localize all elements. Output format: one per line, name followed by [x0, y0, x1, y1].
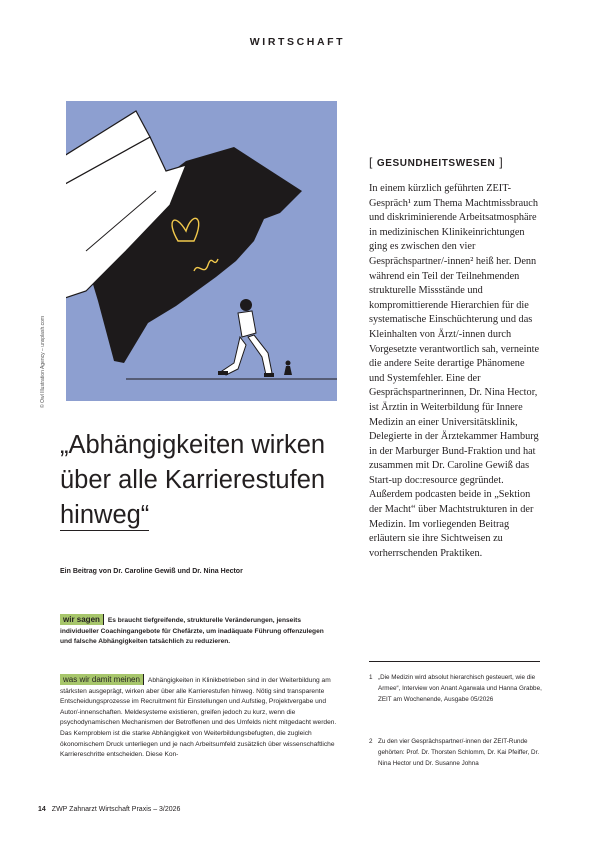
wir-sagen-tag: wir sagen [60, 614, 104, 625]
section-title: WIRTSCHAFT [249, 36, 346, 48]
intro-text: Es braucht tiefgreifende, strukturelle Veränderungen, jenseits individueller Coachingangebote für Chefärzte, um inadäquate Führung offenzulegen und falsche Abhängigkeiten tatsächlich zu reduzieren. [60, 617, 324, 646]
headline-line-end: hinweg“ [60, 501, 150, 529]
footnote-text: „Die Medizin wird absolut hierarchisch gesteuert, wie die Armee“, Interview von Anant Agarwala und Hanna Grabbe, ZEIT am Wochenende, Ausgabe 05/2026 [378, 674, 542, 703]
footnote-number: 2 [369, 738, 373, 745]
footnote-number: 1 [369, 674, 373, 681]
page-number: 14 [38, 806, 46, 813]
body-paragraph [60, 674, 338, 761]
footnote-2 [369, 737, 544, 769]
was-wir-damit-meinen-tag: was wir damit meinen [60, 674, 144, 685]
image-credit: © Owl Illustration Agency – unsplash.com [40, 315, 46, 408]
article-illustration [66, 101, 337, 401]
intro-paragraph [60, 614, 328, 648]
headline-line: „Abhängigkeiten wirken [60, 431, 326, 459]
right-column-heading: [ GESUNDHEITSWESEN ] [369, 155, 504, 169]
footnote-rule [369, 661, 540, 662]
headline-line [60, 498, 360, 533]
headline-line: über alle Karrierestufen [60, 466, 326, 494]
hand-and-figure-illustration [66, 101, 337, 401]
footnote-text: Zu den vier Gesprächspartner/-innen der ZEIT-Runde gehörten: Prof. Dr. Thorsten Schlomm, Dr. Kai Pfeiffer, Dr. Nina Hector und Dr. Susanne Johna [378, 738, 540, 767]
body-text: Abhängigkeiten in Klinikbetrieben sind in der Weiterbildung am stärksten ausgeprägt, wirken aber über alle Karrierestufen hinweg. Nötig sind transparente Entscheidungsprozesse im Recruitment für Einstellungen und Aufstieg, Projektvergabe und Autor/-innenschaften. Meldesysteme existieren, greifen jedoch zu kurz, wenn die psychodynamischen Mechanismen der Betroffenen und des Umfelds nicht mitgedacht werden. Das Kernproblem ist die starke Abhängigkeit von Weiterbildungsbefugten, die zugleich ökonomischem Druck unterliegen und je nach Arbeitsumfeld zusätzlich über wissenschaftliche Karriereschritte entscheiden. Diese Kon- [60, 677, 337, 759]
article-headline [60, 428, 360, 533]
right-heading-label: GESUNDHEITSWESEN [376, 158, 496, 169]
right-column-text: In einem kürzlich geführten ZEIT-Gespräch¹ zum Thema Machtmissbrauch und diskriminierende Arbeitsatmosphäre in medizinischen Klinikeinrichtungen ging es zwischen den vier Gesprächspartner/-innen² heiß her. Denn während ein Teil der Teilnehmenden strukturelle Missstände und kompromittierende Hierarchien für die systematische Einschüchterung und das Kleinhalten von Ärzt/-innen durch Vorgesetzte verantwortlich sah, verneinte die andere Seite derartige Phänomene und Systemfehler. Eine der Gesprächspartnerinnen, Dr. Nina Hector, ist Ärztin in Weiterbildung für Innere Medizin an einer Universitätsklinik, Delegierte in der Ärztekammer Hamburg in der Marburger Bund-Fraktion und hat zusammen mit Dr. Caroline Gewiß das Start-up doc:resource gegründet. Außerdem podcasten beide in „Sektion der Macht“ über Machtstrukturen in der Medizin. Im vorliegenden Beitrag erläutern sie ihre Sichtweisen zu vorherrschenden Praktiken. [369, 183, 540, 559]
page-footer [38, 806, 180, 813]
footnote-1 [369, 673, 544, 705]
byline: Ein Beitrag von Dr. Caroline Gewiß und Dr. Nina Hector [60, 568, 243, 575]
publication-name: ZWP Zahnarzt Wirtschaft Praxis – 3/2026 [51, 806, 181, 813]
